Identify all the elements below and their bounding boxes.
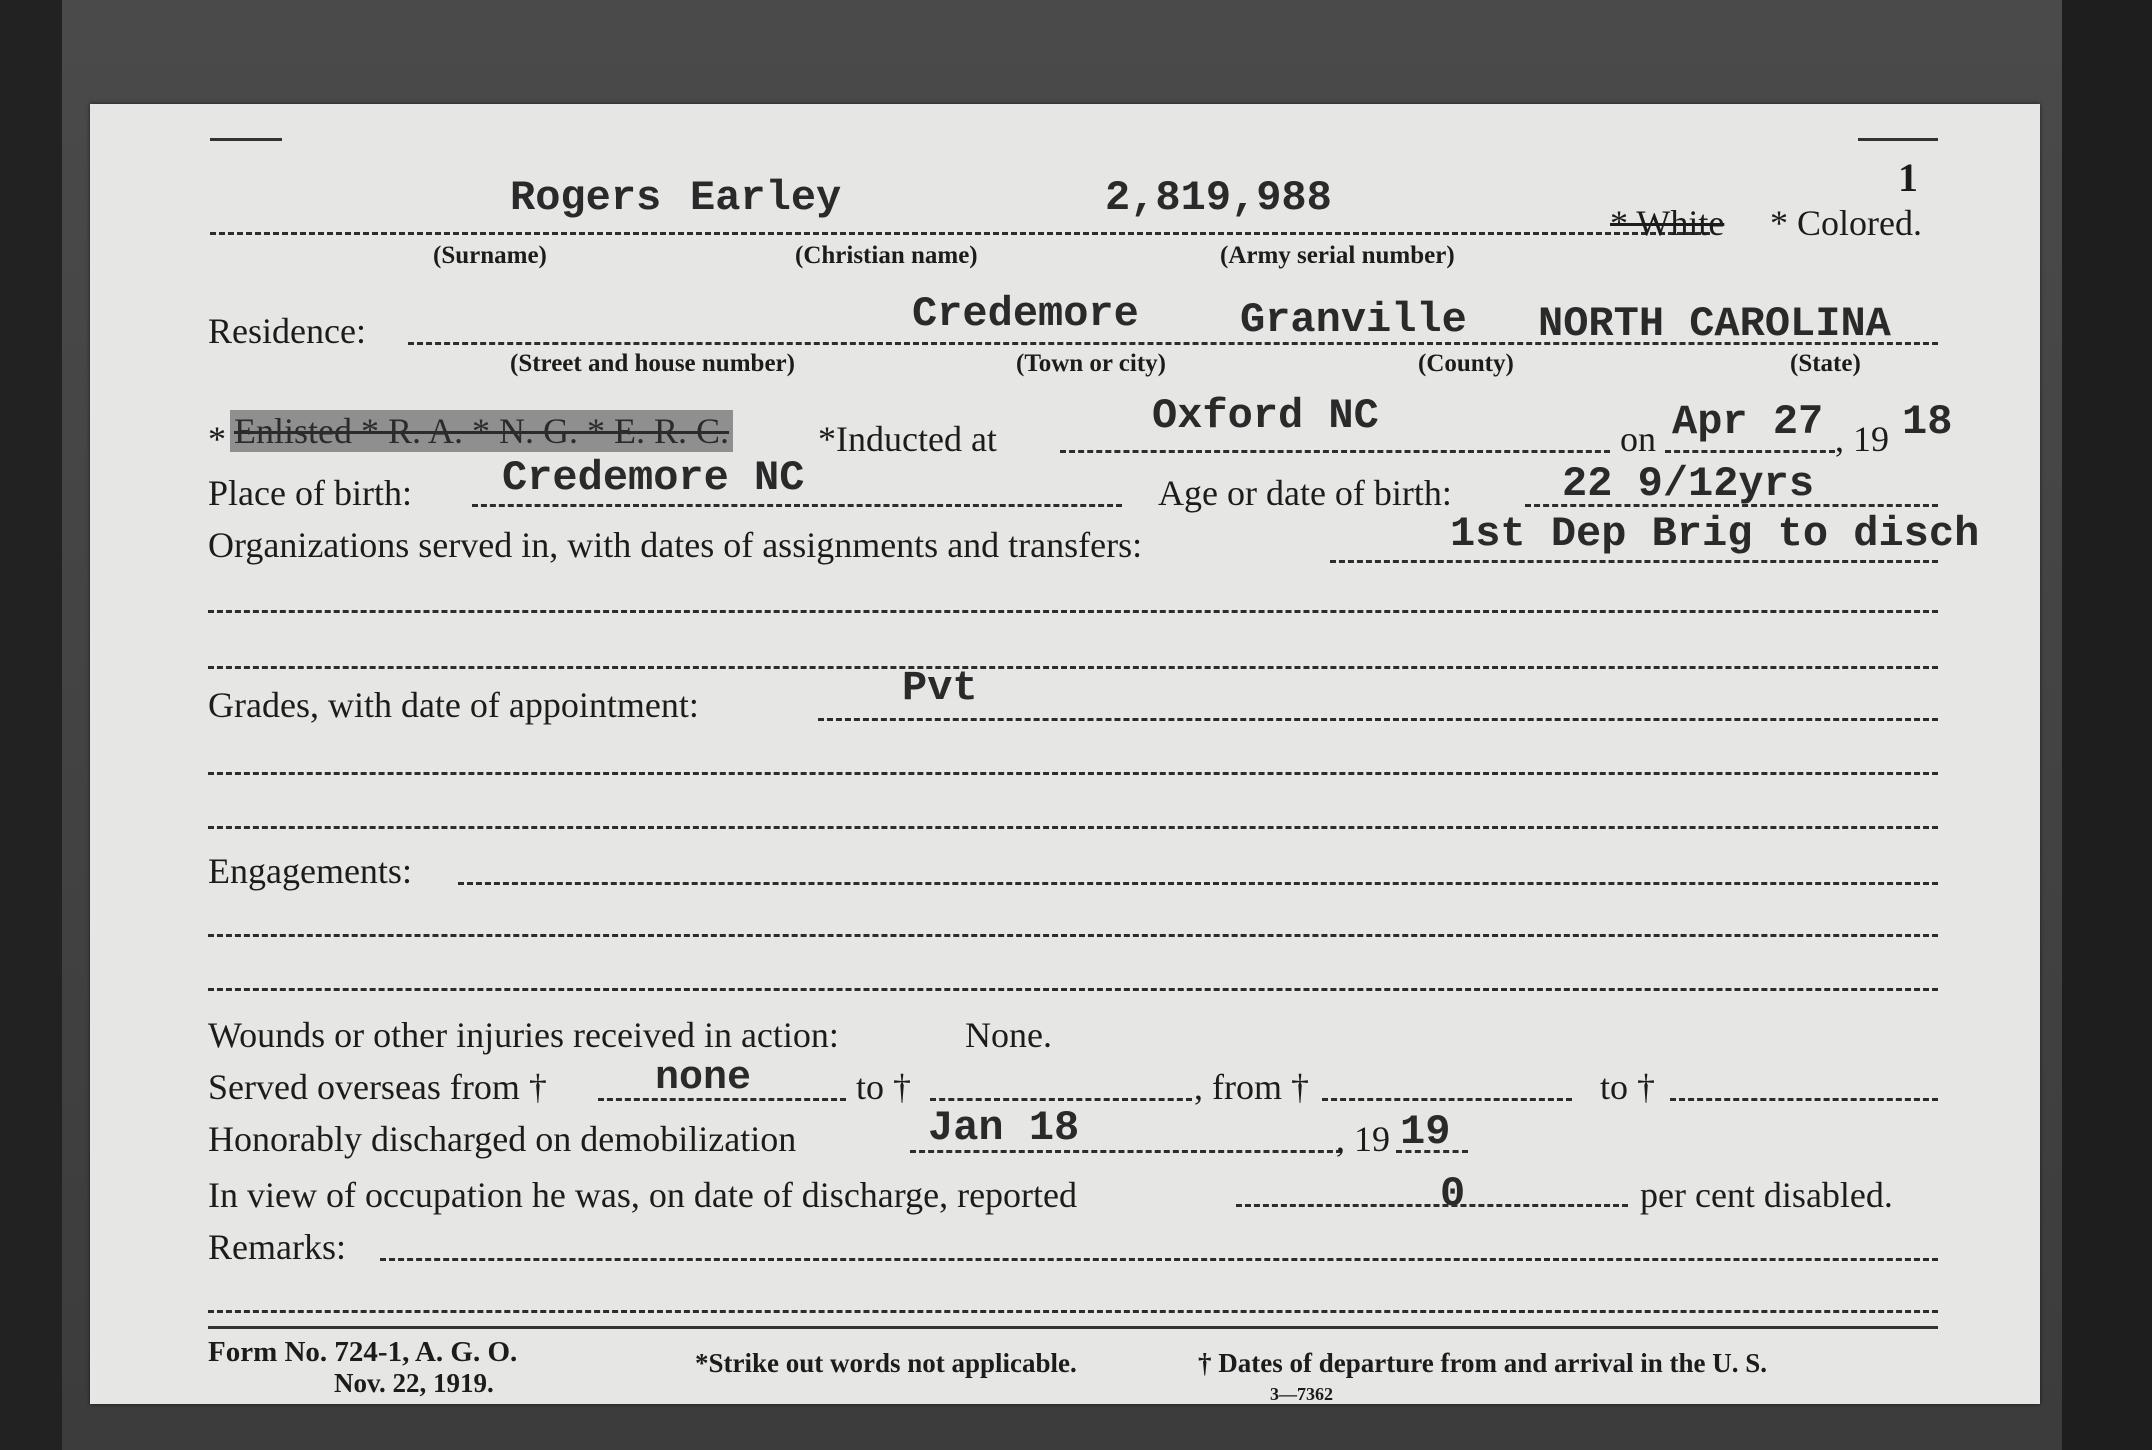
engagements-line-3 bbox=[208, 988, 1938, 991]
wounds-label: Wounds or other injuries received in action: bbox=[208, 1015, 839, 1055]
overseas-to-label: to † bbox=[856, 1067, 912, 1107]
residence-state: NORTH CAROLINA bbox=[1538, 300, 1891, 348]
overseas-from2-label: , from † bbox=[1194, 1067, 1309, 1107]
race-colored-option: * Colored. bbox=[1770, 203, 1922, 243]
inducted-date-line bbox=[1665, 450, 1835, 453]
remarks-line-2 bbox=[208, 1310, 1938, 1313]
county-caption: (County) bbox=[1418, 350, 1514, 377]
residence-town: Credemore bbox=[912, 290, 1139, 338]
discharge-label: Honorably discharged on demobilization bbox=[208, 1119, 797, 1159]
age-line bbox=[1525, 504, 1938, 507]
disability-suffix: per cent disabled. bbox=[1640, 1175, 1893, 1215]
overseas-from-value: none bbox=[655, 1056, 752, 1101]
residence-county: Granville bbox=[1240, 296, 1467, 344]
disability-line bbox=[1236, 1204, 1628, 1207]
age-label: Age or date of birth: bbox=[1158, 473, 1452, 513]
disability-label: In view of occupation he was, on date of discharge, reported bbox=[208, 1175, 1078, 1215]
overseas-to2-label: to † bbox=[1600, 1067, 1656, 1107]
card-number: 1 bbox=[1898, 155, 1918, 200]
disability-value: 0 bbox=[1440, 1170, 1466, 1218]
inducted-place-line bbox=[1060, 450, 1610, 453]
footer-rule bbox=[208, 1326, 1938, 1329]
age-value: 22 9/12yrs bbox=[1562, 460, 1815, 508]
engagements-label: Engagements: bbox=[208, 851, 412, 891]
remarks-line-1 bbox=[380, 1258, 1938, 1261]
strike-note: *Strike out words not applicable. bbox=[695, 1348, 1077, 1378]
scan-edge-right bbox=[2062, 0, 2152, 1450]
enlistment-star: * bbox=[208, 419, 226, 459]
organizations-line-2 bbox=[208, 610, 1938, 613]
grades-line-2 bbox=[208, 772, 1938, 775]
discharge-date-line bbox=[910, 1150, 1342, 1153]
serial-number-value: 2,819,988 bbox=[1105, 174, 1332, 222]
race-white-option: * White bbox=[1610, 203, 1725, 243]
surname-caption: (Surname) bbox=[433, 242, 547, 269]
surname-value: Rogers bbox=[510, 174, 662, 222]
inducted-year-prefix: , 19 bbox=[1835, 419, 1889, 459]
street-caption: (Street and house number) bbox=[510, 350, 795, 377]
top-right-rule bbox=[1858, 138, 1938, 141]
name-line bbox=[210, 232, 1710, 235]
discharge-date: Jan 18 bbox=[928, 1104, 1080, 1152]
organizations-line-1 bbox=[1330, 560, 1938, 563]
inducted-at-label: *Inducted at bbox=[818, 419, 997, 459]
town-caption: (Town or city) bbox=[1016, 350, 1166, 377]
top-left-rule bbox=[210, 138, 282, 141]
serial-number-caption: (Army serial number) bbox=[1220, 242, 1455, 269]
organizations-value: 1st Dep Brig to disch bbox=[1450, 510, 1980, 558]
overseas-to-line bbox=[930, 1098, 1192, 1101]
residence-line bbox=[408, 342, 1938, 345]
overseas-from-line bbox=[598, 1098, 846, 1101]
inducted-on-label: on bbox=[1620, 419, 1656, 459]
grades-label: Grades, with date of appointment: bbox=[208, 685, 699, 725]
form-number: Form No. 724-1, A. G. O. bbox=[208, 1336, 518, 1368]
discharge-year-line bbox=[1396, 1150, 1468, 1153]
organizations-line-3 bbox=[208, 666, 1938, 669]
overseas-from-label: Served overseas from † bbox=[208, 1067, 547, 1107]
organizations-label: Organizations served in, with dates of assignments and transfers: bbox=[208, 525, 1143, 565]
engagements-line-1 bbox=[458, 882, 1938, 885]
service-record-card bbox=[90, 104, 2040, 1404]
inducted-year: 18 bbox=[1902, 398, 1953, 446]
inducted-date: Apr 27 bbox=[1672, 398, 1824, 446]
overseas-to2-line bbox=[1670, 1098, 1938, 1101]
remarks-label: Remarks: bbox=[208, 1227, 346, 1267]
inducted-place: Oxford NC bbox=[1152, 392, 1379, 440]
wounds-value: None. bbox=[965, 1015, 1052, 1055]
place-of-birth-value: Credemore NC bbox=[502, 454, 805, 502]
discharge-year: 19 bbox=[1400, 1108, 1451, 1156]
discharge-year-prefix: , 19 bbox=[1336, 1119, 1390, 1159]
state-caption: (State) bbox=[1790, 350, 1861, 377]
engagements-line-2 bbox=[208, 934, 1938, 937]
grades-value: Pvt bbox=[902, 664, 978, 712]
scan-edge-left bbox=[0, 0, 62, 1450]
overseas-from2-line bbox=[1322, 1098, 1572, 1101]
struck-enlistment-options: Enlisted * R. A. * N. G. * E. R. C. bbox=[230, 410, 733, 452]
dates-note: † Dates of departure from and arrival in the U. S. bbox=[1198, 1348, 1767, 1378]
print-code: 3—7362 bbox=[1270, 1384, 1333, 1404]
form-date: Nov. 22, 1919. bbox=[334, 1368, 494, 1398]
place-of-birth-line bbox=[472, 504, 1122, 507]
grades-line-1 bbox=[818, 718, 1938, 721]
christian-name-value: Earley bbox=[690, 174, 842, 222]
christian-name-caption: (Christian name) bbox=[795, 242, 978, 269]
place-of-birth-label: Place of birth: bbox=[208, 473, 412, 513]
grades-line-3 bbox=[208, 826, 1938, 829]
residence-label: Residence: bbox=[208, 311, 366, 351]
